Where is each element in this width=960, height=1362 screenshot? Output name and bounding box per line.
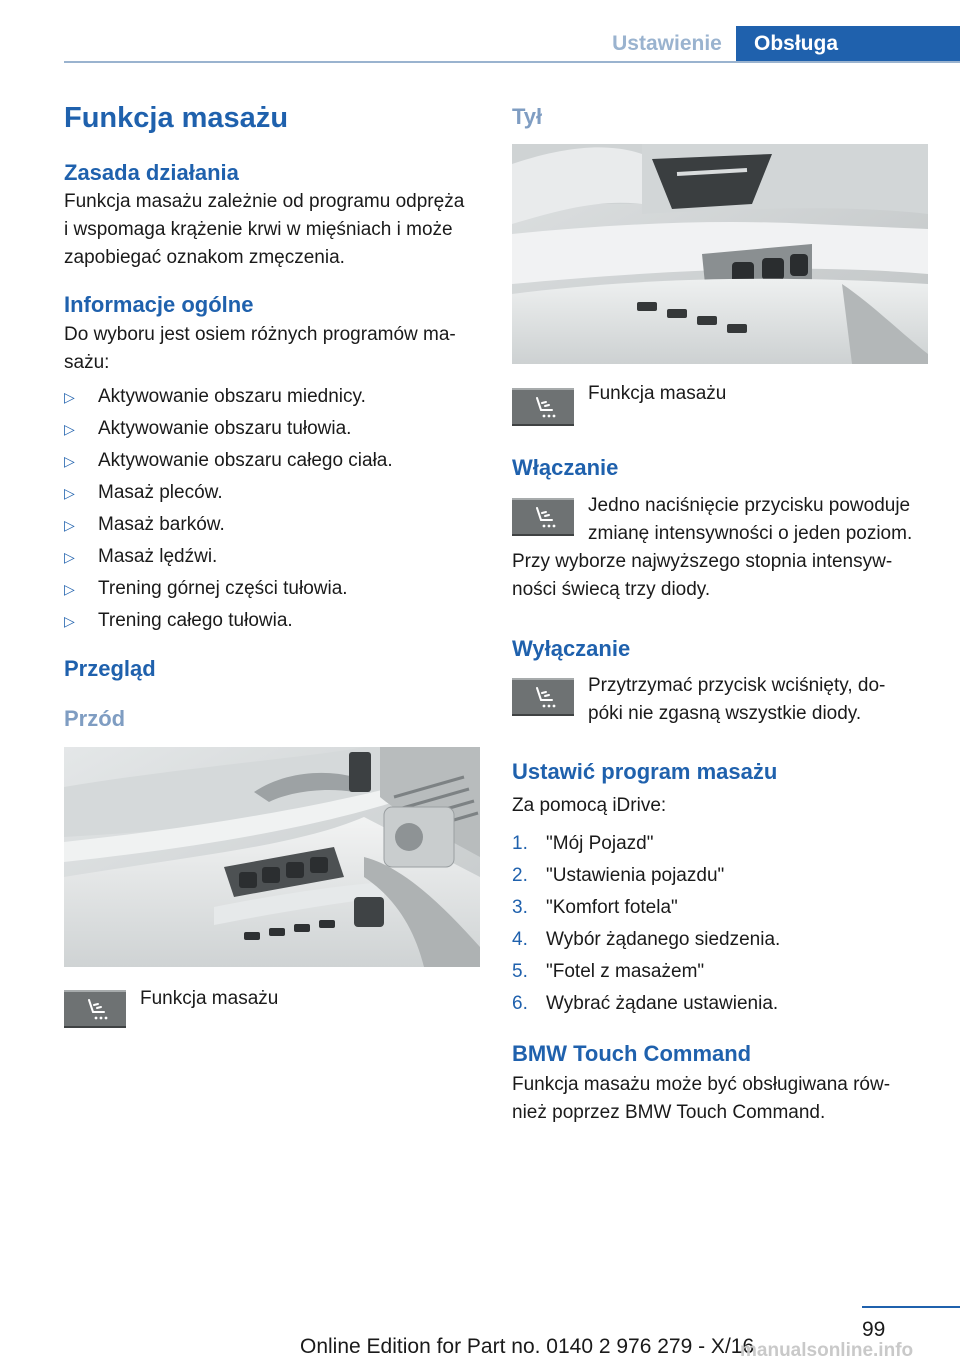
heading-overview: Przegląd	[64, 656, 156, 681]
step-text: Wybrać żądane ustawienia.	[546, 993, 779, 1014]
principle-line-3: zapobiegać oznakom zmęczenia.	[64, 247, 345, 268]
step-number: 3.	[512, 897, 528, 918]
list-item-text: Aktywowanie obszaru tułowia.	[98, 418, 352, 439]
heading-touch-command: BMW Touch Command	[512, 1041, 752, 1066]
list-item-text: Aktywowanie obszaru miednicy.	[98, 386, 366, 407]
massage-button-icon	[512, 388, 574, 426]
watermark: manualsonline.info	[740, 1340, 914, 1361]
bullet-triangle-icon: ▷	[64, 613, 75, 629]
bullet-triangle-icon: ▷	[64, 421, 75, 437]
step-text: "Fotel z masażem"	[546, 961, 705, 982]
list-item-text: Masaż pleców.	[98, 482, 223, 503]
bullet-triangle-icon: ▷	[64, 549, 75, 565]
header-rule	[64, 61, 960, 63]
switch-on-icon-line-2: zmianę intensywności o jeden poziom.	[588, 523, 913, 544]
step-number: 5.	[512, 961, 528, 982]
rear-icon-label: Funkcja masażu	[588, 383, 727, 404]
edition-footer: Online Edition for Part no. 0140 2 976 279 - X/16	[300, 1335, 755, 1358]
bullet-triangle-icon: ▷	[64, 485, 75, 501]
massage-button-icon	[512, 678, 574, 716]
switch-off-icon-line-2: póki nie zgasną wszystkie diody.	[588, 703, 862, 724]
list-item-text: Trening całego tułowia.	[98, 610, 293, 631]
bullet-triangle-icon: ▷	[64, 581, 75, 597]
bullet-triangle-icon: ▷	[64, 389, 75, 405]
principle-line-1: Funkcja masażu zależnie od programu odpręża	[64, 191, 465, 212]
principle-line-2: i wspomaga krążenie krwi w mięśniach i może	[64, 219, 453, 240]
rear-door-image	[512, 144, 928, 364]
heading-switch-on: Włączanie	[512, 455, 619, 480]
tab-chapter: Obsługa	[736, 26, 960, 62]
program-intro: Za pomocą iDrive:	[512, 795, 667, 816]
heading-principle: Zasada działania	[64, 160, 239, 185]
front-door-image	[64, 747, 480, 967]
switch-on-icon-line-1: Jedno naciśnięcie przycisku powoduje	[588, 495, 911, 516]
step-text: "Ustawienia pojazdu"	[546, 865, 725, 886]
page-number-rule	[862, 1306, 960, 1308]
list-item-text: Masaż barków.	[98, 514, 225, 535]
step-number: 6.	[512, 993, 528, 1014]
tab-section: Ustawienie	[612, 32, 722, 55]
step-number: 1.	[512, 833, 528, 854]
step-text: Wybór żądanego siedzenia.	[546, 929, 781, 950]
switch-on-line-1: Przy wyborze najwyższego stopnia intensyw-	[512, 551, 893, 572]
touch-line-1: Funkcja masażu może być obsługiwana rów-	[512, 1074, 891, 1095]
page-title: Funkcja masażu	[64, 102, 289, 134]
list-item-text: Trening górnej części tułowia.	[98, 578, 348, 599]
step-number: 4.	[512, 929, 528, 950]
switch-off-icon-line-1: Przytrzymać przycisk wciśnięty, do-	[588, 675, 886, 696]
switch-on-line-2: ności świecą trzy diody.	[512, 579, 711, 600]
step-text: "Mój Pojazd"	[546, 833, 654, 854]
bullet-triangle-icon: ▷	[64, 517, 75, 533]
general-line-1: Do wyboru jest osiem różnych programów ma-	[64, 324, 456, 345]
front-icon-label: Funkcja masażu	[140, 988, 279, 1009]
heading-set-program: Ustawić program masażu	[512, 759, 778, 784]
heading-general: Informacje ogólne	[64, 292, 254, 317]
heading-rear: Tył	[512, 104, 543, 129]
massage-button-icon	[512, 498, 574, 536]
list-item-text: Masaż lędźwi.	[98, 546, 218, 567]
general-line-2: sażu:	[64, 352, 110, 373]
touch-line-2: nież poprzez BMW Touch Command.	[512, 1102, 826, 1123]
heading-front: Przód	[64, 706, 126, 731]
list-item-text: Aktywowanie obszaru całego ciała.	[98, 450, 393, 471]
bullet-triangle-icon: ▷	[64, 453, 75, 469]
heading-switch-off: Wyłączanie	[512, 636, 631, 661]
step-number: 2.	[512, 865, 528, 886]
page-number: 99	[862, 1318, 886, 1341]
massage-button-icon	[64, 990, 126, 1028]
step-text: "Komfort fotela"	[546, 897, 678, 918]
